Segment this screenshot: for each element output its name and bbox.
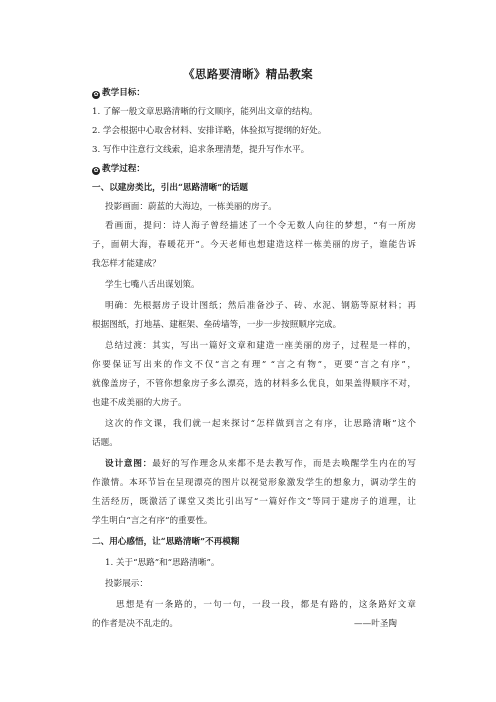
paragraph-line: 子，面朝大海，春暖花开”。今天老师也想建造这样一栋美丽的房子，谁能告诉 xyxy=(92,240,416,250)
goal-item: 3. 写作中注意行文线索，追求条理清楚，提升写作水平。 xyxy=(92,145,310,155)
design-intent-text: 最好的写作理念从来都不是去教写作，而是去唤醒学生内在的写 xyxy=(152,459,416,469)
paragraph-line: 总结过渡：其实，写出一篇好文章和建造一座美丽的房子，过程是一样的， xyxy=(105,341,416,351)
paragraph-line: 作激情。本环节旨在呈现漂亮的图片以视觉形象激发学生的想象力，调动学生的 xyxy=(92,478,416,488)
section-heading-2: 二、用心感悟，让“思路清晰”不再模糊 xyxy=(92,537,240,547)
section-heading-1: 一、以建房类比，引出“思路清晰”的话题 xyxy=(92,183,248,193)
paragraph-line: 投影展示： xyxy=(105,579,148,589)
paragraph-line: 看画面，提问：诗人海子曾经描述了一个令无数人向往的梦想，“有一所房 xyxy=(105,221,416,231)
paragraph-line: 明确：先根据房子设计图纸；然后准备沙子、砖、水泥、钢筋等原材料；再 xyxy=(105,301,416,311)
quote-author: ——叶圣陶 xyxy=(354,619,397,629)
bullet-icon: ✿ xyxy=(93,167,99,174)
quote-line: 思想是有一条路的，一句一句，一段一段，都是有路的，这条路好文章 xyxy=(116,600,416,610)
bullet-icon: ✿ xyxy=(93,91,99,98)
paragraph-line: 学生七嘴八舌出谋划策。 xyxy=(105,280,200,290)
list-item: 1. 关于“思路”和“思路清晰”。 xyxy=(105,558,220,568)
paragraph-line: 生活经历，既激活了课堂又类比引出写“一篇好作文”等同于建房子的道理，让 xyxy=(92,497,416,507)
paragraph-line: 投影画面：蔚蓝的大海边，一栋美丽的房子。 xyxy=(105,202,277,212)
paragraph-line: 就像盖房子，不管你想象房子多么漂亮，选的材料多么优良，如果盖得顺序不对， xyxy=(92,379,416,389)
goals-heading-text: 教学目标： xyxy=(102,88,145,98)
quote-line: 的作者是决不乱走的。 xyxy=(92,619,178,629)
paragraph-line: 我怎样才能建成？ xyxy=(92,259,161,269)
paragraph-line: 你要保证写出来的作文不仅“言之有理” “言之有物”，更要“言之有序”， xyxy=(92,360,416,370)
goal-item: 1. 了解一般文章思路清晰的行文顺序，能列出文章的结构。 xyxy=(92,107,318,117)
process-heading-text: 教学过程： xyxy=(102,164,145,174)
paragraph-line: 根据图纸，打地基、建框架、垒砖墙等，一步一步按照顺序完成。 xyxy=(92,320,342,330)
design-intent-line xyxy=(105,458,416,470)
paragraph-line: 也建不成美丽的大房子。 xyxy=(92,398,187,408)
goals-heading xyxy=(92,87,416,99)
paragraph-line: 这次的作文课，我们就一起来探讨“怎样做到言之有序，让思路清晰”这个 xyxy=(105,419,416,429)
paragraph-line: 学生明白“言之有序”的重要性。 xyxy=(92,516,213,526)
page-title: 《思路要清晰》精品教案 xyxy=(183,67,313,81)
process-heading xyxy=(92,163,416,175)
goal-item: 2. 学会根据中心取舍材料、安排详略，体验拟写提纲的好处。 xyxy=(92,126,327,136)
paragraph-line: 话题。 xyxy=(92,438,118,448)
design-intent-label: 设计意图： xyxy=(105,459,153,469)
